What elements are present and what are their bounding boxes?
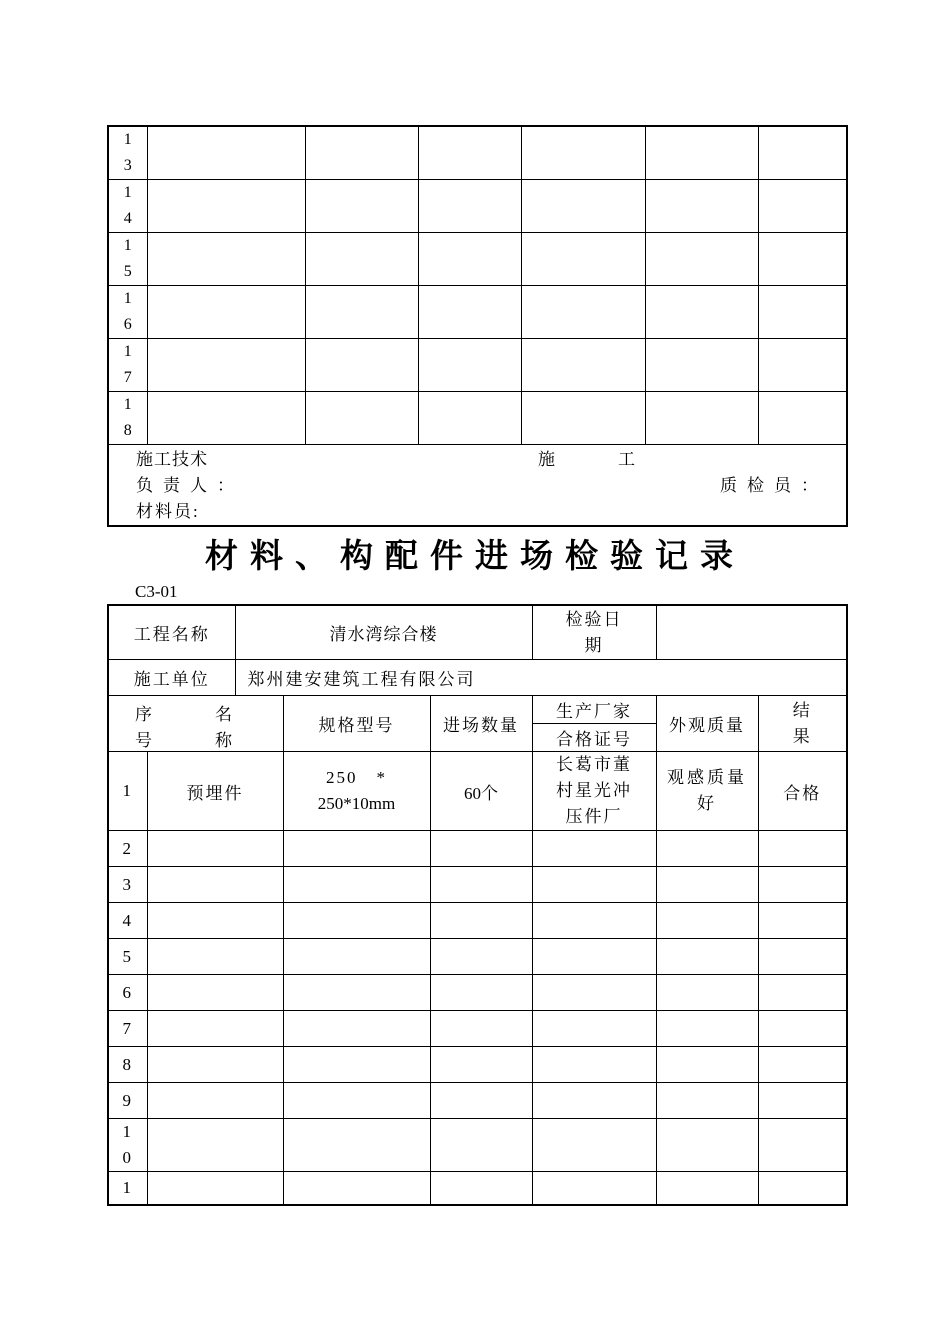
unit-row — [108, 660, 847, 696]
empty-cell — [283, 867, 430, 903]
empty-cell — [759, 286, 847, 339]
empty-cell — [147, 339, 305, 392]
inspection-record-table — [107, 604, 848, 1206]
empty-cell — [759, 339, 847, 392]
empty-cell — [532, 975, 656, 1011]
seq-name-header: 序 号 名 称 — [108, 696, 283, 752]
empty-cell — [283, 831, 430, 867]
signature-footer — [108, 445, 847, 527]
empty-cell — [419, 339, 521, 392]
empty-cell — [306, 126, 419, 180]
empty-cell — [645, 180, 758, 233]
empty-cell — [656, 903, 758, 939]
project-name-label: 工程名称 — [108, 605, 235, 660]
empty-cell — [759, 233, 847, 286]
empty-cell — [147, 831, 283, 867]
inspector-label: 质检员： — [720, 476, 828, 495]
table-row — [108, 752, 847, 831]
table-row — [108, 831, 847, 867]
empty-cell — [758, 903, 847, 939]
empty-cell — [430, 1047, 532, 1083]
empty-cell — [419, 392, 521, 445]
empty-cell — [147, 975, 283, 1011]
empty-cell — [758, 1083, 847, 1119]
certificate-header: 合格证号 — [532, 724, 656, 752]
empty-cell — [147, 903, 283, 939]
empty-cell — [147, 286, 305, 339]
result-header: 结 果 — [758, 696, 847, 752]
qty-cell: 60个 — [430, 752, 532, 831]
empty-cell — [430, 1011, 532, 1047]
unit-label: 施工单位 — [108, 660, 235, 696]
empty-cell — [532, 903, 656, 939]
seq-cell: 1 — [108, 1172, 147, 1206]
empty-cell — [306, 392, 419, 445]
seq-cell: 1 6 — [108, 286, 147, 339]
seq-cell: 1 4 — [108, 180, 147, 233]
form-code: C3-01 — [135, 582, 178, 601]
empty-cell — [656, 975, 758, 1011]
seq-cell: 9 — [108, 1083, 147, 1119]
empty-cell — [645, 286, 758, 339]
empty-cell — [758, 1047, 847, 1083]
empty-cell — [532, 1011, 656, 1047]
empty-cell — [532, 831, 656, 867]
empty-cell — [521, 233, 645, 286]
empty-cell — [521, 126, 645, 180]
empty-cell — [419, 233, 521, 286]
empty-cell — [758, 831, 847, 867]
empty-cell — [419, 286, 521, 339]
empty-cell — [283, 975, 430, 1011]
empty-cell — [656, 1011, 758, 1047]
empty-cell — [306, 233, 419, 286]
table-row — [108, 1011, 847, 1047]
seq-cell: 1 0 — [108, 1119, 147, 1172]
empty-cell — [758, 867, 847, 903]
empty-cell — [306, 339, 419, 392]
empty-cell — [759, 180, 847, 233]
manufacturer-header: 生产厂家 — [532, 696, 656, 724]
table-row — [108, 1172, 847, 1206]
empty-cell — [645, 392, 758, 445]
empty-cell — [147, 180, 305, 233]
empty-cell — [147, 939, 283, 975]
empty-cell — [521, 339, 645, 392]
empty-cell — [758, 1011, 847, 1047]
empty-cell — [283, 939, 430, 975]
empty-cell — [430, 975, 532, 1011]
document-title: 材料、构配件进场检验记录 — [205, 536, 745, 575]
seq-cell: 4 — [108, 903, 147, 939]
table-row — [108, 392, 847, 445]
continuation-table — [107, 125, 848, 527]
material-label: 材料员: — [136, 502, 200, 521]
project-row — [108, 605, 847, 660]
empty-cell — [419, 126, 521, 180]
empty-cell — [532, 1083, 656, 1119]
table-row — [108, 126, 847, 180]
appearance-cell: 观感质量 好 — [656, 752, 758, 831]
table-row — [108, 903, 847, 939]
empty-cell — [758, 975, 847, 1011]
qty-header: 进场数量 — [430, 696, 532, 752]
empty-cell — [521, 392, 645, 445]
empty-cell — [147, 867, 283, 903]
table-row — [108, 1083, 847, 1119]
signature-footer-row — [108, 445, 847, 527]
table-row — [108, 1119, 847, 1172]
table-row — [108, 939, 847, 975]
empty-cell — [656, 831, 758, 867]
empty-cell — [532, 1047, 656, 1083]
seq-cell: 7 — [108, 1011, 147, 1047]
empty-cell — [283, 1047, 430, 1083]
empty-cell — [532, 939, 656, 975]
construction-label-2: 工 — [618, 450, 635, 469]
empty-cell — [147, 1047, 283, 1083]
table-row — [108, 180, 847, 233]
empty-cell — [306, 286, 419, 339]
empty-cell — [147, 1083, 283, 1119]
empty-cell — [147, 126, 305, 180]
table-row — [108, 286, 847, 339]
empty-cell — [532, 867, 656, 903]
empty-cell — [759, 392, 847, 445]
empty-cell — [430, 1083, 532, 1119]
seq-cell: 2 — [108, 831, 147, 867]
project-name-value: 清水湾综合楼 — [235, 605, 532, 660]
empty-cell — [656, 1083, 758, 1119]
result-cell: 合格 — [758, 752, 847, 831]
empty-cell — [147, 392, 305, 445]
empty-cell — [283, 1083, 430, 1119]
empty-cell — [147, 233, 305, 286]
empty-cell — [656, 939, 758, 975]
spec-cell: 250 * 250*10mm — [283, 752, 430, 831]
manufacturer-cell: 长葛市董 村星光冲 压件厂 — [532, 752, 656, 831]
empty-cell — [521, 286, 645, 339]
column-header-row — [108, 696, 847, 724]
empty-cell — [430, 903, 532, 939]
tech-label: 施工技术 — [136, 450, 208, 469]
empty-cell — [430, 867, 532, 903]
empty-cell — [645, 233, 758, 286]
empty-cell — [419, 180, 521, 233]
empty-cell — [430, 939, 532, 975]
unit-value: 郑州建安建筑工程有限公司 — [235, 660, 847, 696]
inspect-date-label: 检验日 期 — [532, 605, 656, 660]
table-row — [108, 1047, 847, 1083]
empty-cell — [759, 126, 847, 180]
seq-cell: 1 3 — [108, 126, 147, 180]
seq-cell: 1 5 — [108, 233, 147, 286]
seq-cell: 1 7 — [108, 339, 147, 392]
table-row — [108, 339, 847, 392]
empty-cell — [758, 939, 847, 975]
construction-label: 施 — [538, 450, 555, 469]
seq-cell: 6 — [108, 975, 147, 1011]
seq-cell: 5 — [108, 939, 147, 975]
empty-cell — [147, 1011, 283, 1047]
empty-cell — [283, 1011, 430, 1047]
table-row — [108, 975, 847, 1011]
seq-cell: 1 8 — [108, 392, 147, 445]
empty-cell — [645, 339, 758, 392]
spec-header: 规格型号 — [283, 696, 430, 752]
empty-cell — [306, 180, 419, 233]
responsible-label: 负责人： — [136, 476, 244, 495]
empty-cell — [645, 126, 758, 180]
inspect-date-value — [656, 605, 847, 660]
empty-cell — [656, 1047, 758, 1083]
table-row — [108, 233, 847, 286]
empty-cell — [521, 180, 645, 233]
name-cell: 预埋件 — [147, 752, 283, 831]
empty-cell — [430, 831, 532, 867]
empty-cell — [283, 903, 430, 939]
seq-cell: 8 — [108, 1047, 147, 1083]
seq-cell: 1 — [108, 752, 147, 831]
empty-cell — [656, 867, 758, 903]
table-row — [108, 867, 847, 903]
seq-cell: 3 — [108, 867, 147, 903]
appearance-header: 外观质量 — [656, 696, 758, 752]
